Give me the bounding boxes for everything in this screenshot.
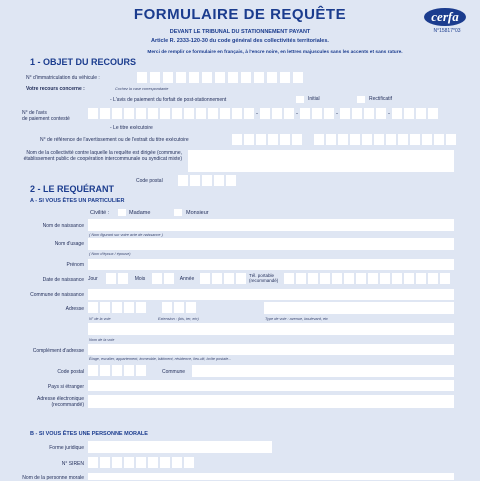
annee-label: Année [179, 275, 195, 282]
commune-naissance-input[interactable] [88, 289, 454, 300]
char-box[interactable] [268, 134, 278, 145]
day-box[interactable] [106, 273, 116, 284]
char-box[interactable] [124, 108, 134, 119]
date-naissance-fields[interactable] [88, 273, 246, 284]
nom-usage-hint: ( Nom d'époux / épouse) [89, 252, 131, 256]
char-box[interactable] [174, 302, 184, 313]
nom-voie-input[interactable] [88, 323, 454, 335]
immatriculation-boxes[interactable] [137, 72, 303, 83]
dash-separator: - [256, 110, 258, 117]
nom-usage-input[interactable] [88, 238, 454, 250]
char-box[interactable] [136, 365, 146, 376]
num-voie-boxes[interactable] [88, 302, 146, 313]
char-box[interactable] [244, 108, 254, 119]
dash-separator: - [336, 110, 338, 117]
char-box[interactable] [202, 175, 212, 186]
tel-boxes[interactable] [284, 273, 450, 284]
section2-title: 2 - LE REQUÉRANT [30, 184, 115, 194]
extension-hint: Extension : (bis, ter, etc) [158, 317, 199, 321]
char-box[interactable] [163, 72, 173, 83]
char-box[interactable] [254, 72, 264, 83]
char-box[interactable] [241, 72, 251, 83]
char-box[interactable] [150, 72, 160, 83]
char-box[interactable] [324, 108, 334, 119]
char-box[interactable] [410, 134, 420, 145]
char-box[interactable] [392, 108, 402, 119]
char-box[interactable] [368, 273, 378, 284]
char-box[interactable] [148, 108, 158, 119]
char-box[interactable] [136, 457, 146, 468]
month-box[interactable] [152, 273, 162, 284]
form-number: N°15817*03 [433, 28, 461, 34]
char-box[interactable] [186, 302, 196, 313]
char-box[interactable] [446, 134, 456, 145]
monsieur-checkbox[interactable] [174, 209, 182, 216]
char-box[interactable] [232, 134, 242, 145]
initial-label: Initial [308, 96, 320, 102]
char-box[interactable] [112, 365, 122, 376]
option-titre-label: - Le titre exécutoire [110, 125, 153, 131]
char-box[interactable] [88, 365, 98, 376]
char-box[interactable] [260, 108, 270, 119]
char-box[interactable] [124, 302, 134, 313]
char-box[interactable] [176, 72, 186, 83]
civilite-label: Civilité : [90, 210, 110, 216]
extension-boxes[interactable] [162, 302, 196, 313]
char-box[interactable] [112, 108, 122, 119]
char-box[interactable] [340, 108, 350, 119]
char-box[interactable] [148, 457, 158, 468]
char-box[interactable] [100, 457, 110, 468]
char-box[interactable] [202, 72, 212, 83]
option-avis-label: - L'avis de paiement du forfait de post-stationnement [110, 97, 227, 103]
year-box[interactable] [224, 273, 234, 284]
cerfa-logo: cerfa [424, 8, 466, 26]
nom-voie-hint: Nom de la voie [89, 338, 115, 342]
char-box[interactable] [352, 108, 362, 119]
section1-title: 1 - OBJET DU RECOURS [30, 57, 137, 67]
char-box[interactable] [184, 108, 194, 119]
nom-personne-morale-label: Nom de la personne morale [22, 475, 84, 481]
char-box[interactable] [332, 273, 342, 284]
code-postal-boxes-2[interactable] [88, 365, 146, 376]
jour-label: Jour [88, 275, 98, 282]
forme-juridique-input[interactable] [88, 441, 272, 453]
char-box[interactable] [196, 108, 206, 119]
char-box[interactable] [376, 108, 386, 119]
char-box[interactable] [256, 134, 266, 145]
madame-checkbox[interactable] [118, 209, 126, 216]
char-box[interactable] [124, 457, 134, 468]
char-box[interactable] [228, 72, 238, 83]
char-box[interactable] [364, 108, 374, 119]
char-box[interactable] [350, 134, 360, 145]
char-box[interactable] [214, 175, 224, 186]
char-box[interactable] [162, 302, 172, 313]
commune-input[interactable] [192, 365, 454, 377]
char-box[interactable] [244, 134, 254, 145]
char-box[interactable] [380, 273, 390, 284]
dash-separator: - [296, 110, 298, 117]
char-box[interactable] [404, 108, 414, 119]
prenom-label: Prénom [66, 262, 84, 268]
char-box[interactable] [172, 108, 182, 119]
personne-morale-title: B - SI VOUS ÊTES UNE PERSONNE MORALE [30, 431, 148, 437]
char-box[interactable] [344, 273, 354, 284]
char-box[interactable] [112, 302, 122, 313]
char-box[interactable] [314, 134, 324, 145]
avis-number-label: N° de l'avis de paiement contesté [22, 110, 70, 122]
form-subtitle: DEVANT LE TRIBUNAL DU STATIONNEMENT PAYANT [169, 29, 311, 35]
day-box[interactable] [118, 273, 128, 284]
char-box[interactable] [184, 457, 194, 468]
char-box[interactable] [160, 108, 170, 119]
tel-label: Tél. portable (recommandé) [249, 273, 279, 283]
char-box[interactable] [280, 72, 290, 83]
mois-label: Mois [134, 275, 146, 282]
char-box[interactable] [338, 134, 348, 145]
forme-juridique-label: Forme juridique [49, 445, 84, 451]
nom-naissance-input[interactable] [88, 219, 454, 231]
char-box[interactable] [422, 134, 432, 145]
nom-personne-morale-input[interactable] [88, 473, 454, 480]
char-box[interactable] [226, 175, 236, 186]
char-box[interactable] [280, 134, 290, 145]
char-box[interactable] [232, 108, 242, 119]
char-box[interactable] [296, 273, 306, 284]
email-input[interactable] [88, 395, 454, 408]
code-postal-label-2: Code postal [57, 369, 84, 375]
prenom-input[interactable] [88, 259, 454, 270]
type-voie-hint: Type de voie : avenue, boulevard, etc [265, 317, 329, 321]
complement-input[interactable] [88, 344, 454, 355]
char-box[interactable] [100, 302, 110, 313]
char-box[interactable] [292, 134, 302, 145]
char-box[interactable] [428, 273, 438, 284]
collectivite-label: Nom de la collectivité contre laquelle la requête est dirigée (commune, établissement public de coopération intercommunale ou syndicat mixte) [23, 150, 182, 162]
commune-naissance-label: Commune de naissance [30, 292, 84, 298]
adresse-label: Adresse [65, 306, 84, 312]
nom-usage-label: Nom d'usage [54, 241, 84, 247]
char-box[interactable] [190, 175, 200, 186]
rectificatif-checkbox[interactable] [357, 96, 365, 103]
char-box[interactable] [312, 108, 322, 119]
num-voie-hint: N° de la voie [89, 317, 111, 321]
char-box[interactable] [434, 134, 444, 145]
char-box[interactable] [208, 108, 218, 119]
char-box[interactable] [404, 273, 414, 284]
fill-instruction: Merci de remplir ce formulaire en français, à l'encre noire, en lettres majuscules sans les accents et sans rature. [147, 50, 403, 55]
char-box[interactable] [320, 273, 330, 284]
char-box[interactable] [428, 108, 438, 119]
char-box[interactable] [416, 108, 426, 119]
char-box[interactable] [386, 134, 396, 145]
char-box[interactable] [112, 457, 122, 468]
char-box[interactable] [398, 134, 408, 145]
char-box[interactable] [160, 457, 170, 468]
year-box[interactable] [212, 273, 222, 284]
avis-number-boxes[interactable] [88, 108, 438, 119]
month-box[interactable] [164, 273, 174, 284]
char-box[interactable] [374, 134, 384, 145]
complement-hint: Étage, escalier, appartement, immeuble, bâtiment, résidence, lieu-dit, boîte postale... [89, 357, 232, 361]
madame-label: Madame [129, 210, 151, 216]
recours-label: Votre recours concerne : [26, 86, 85, 92]
pays-input[interactable] [88, 380, 454, 391]
initial-checkbox[interactable] [296, 96, 304, 103]
particulier-title: A - SI VOUS ÊTES UN PARTICULIER [30, 198, 125, 204]
char-box[interactable] [440, 273, 450, 284]
char-box[interactable] [392, 273, 402, 284]
year-box[interactable] [200, 273, 210, 284]
char-box[interactable] [293, 72, 303, 83]
avertissement-label: N° de référence de l'avertissement ou de l'extrait du titre exécutoire [40, 137, 189, 143]
char-box[interactable] [220, 108, 230, 119]
char-box[interactable] [416, 273, 426, 284]
char-box[interactable] [178, 175, 188, 186]
char-box[interactable] [189, 72, 199, 83]
nom-naissance-label: Nom de naissance [42, 223, 84, 229]
code-postal-boxes[interactable] [178, 175, 236, 186]
char-box[interactable] [215, 72, 225, 83]
char-box[interactable] [100, 108, 110, 119]
collectivite-input[interactable] [188, 150, 454, 172]
char-box[interactable] [100, 365, 110, 376]
siren-label: N° SIREN [61, 461, 84, 467]
char-box[interactable] [88, 108, 98, 119]
char-box[interactable] [326, 134, 336, 145]
avertissement-boxes[interactable] [232, 134, 456, 145]
char-box[interactable] [356, 273, 366, 284]
nom-naissance-hint: ( Nom figurant sur votre acte de naissance ) [89, 233, 163, 237]
pays-label: Pays si étranger [47, 384, 84, 390]
char-box[interactable] [284, 108, 294, 119]
type-voie-input[interactable] [264, 302, 454, 314]
recours-hint: Cochez la case correspondante [115, 87, 169, 91]
email-label: Adresse électronique (recommandé) [37, 396, 84, 408]
char-box[interactable] [136, 108, 146, 119]
siren-boxes[interactable] [88, 457, 194, 468]
char-box[interactable] [308, 273, 318, 284]
date-naissance-label: Date de naissance [42, 277, 84, 283]
year-box[interactable] [236, 273, 246, 284]
form-title: FORMULAIRE DE REQUÊTE [133, 6, 347, 23]
rectificatif-label: Rectificatif [369, 96, 393, 102]
complement-label: Complément d'adresse [32, 348, 84, 354]
commune-label: Commune [162, 369, 186, 375]
char-box[interactable] [267, 72, 277, 83]
code-postal-label: Code postal [136, 178, 163, 184]
char-box[interactable] [284, 273, 294, 284]
char-box[interactable] [88, 457, 98, 468]
dash-separator: - [388, 110, 390, 117]
char-box[interactable] [137, 72, 147, 83]
char-box[interactable] [362, 134, 372, 145]
char-box[interactable] [136, 302, 146, 313]
char-box[interactable] [172, 457, 182, 468]
char-box[interactable] [88, 302, 98, 313]
monsieur-label: Monsieur [186, 210, 209, 216]
immatriculation-label: N° d'immatriculation du véhicule : [26, 75, 100, 81]
legal-article: Article R. 2333-120-30 du code général des collectivités territoriales. [151, 38, 329, 44]
char-box[interactable] [300, 108, 310, 119]
char-box[interactable] [124, 365, 134, 376]
char-box[interactable] [272, 108, 282, 119]
